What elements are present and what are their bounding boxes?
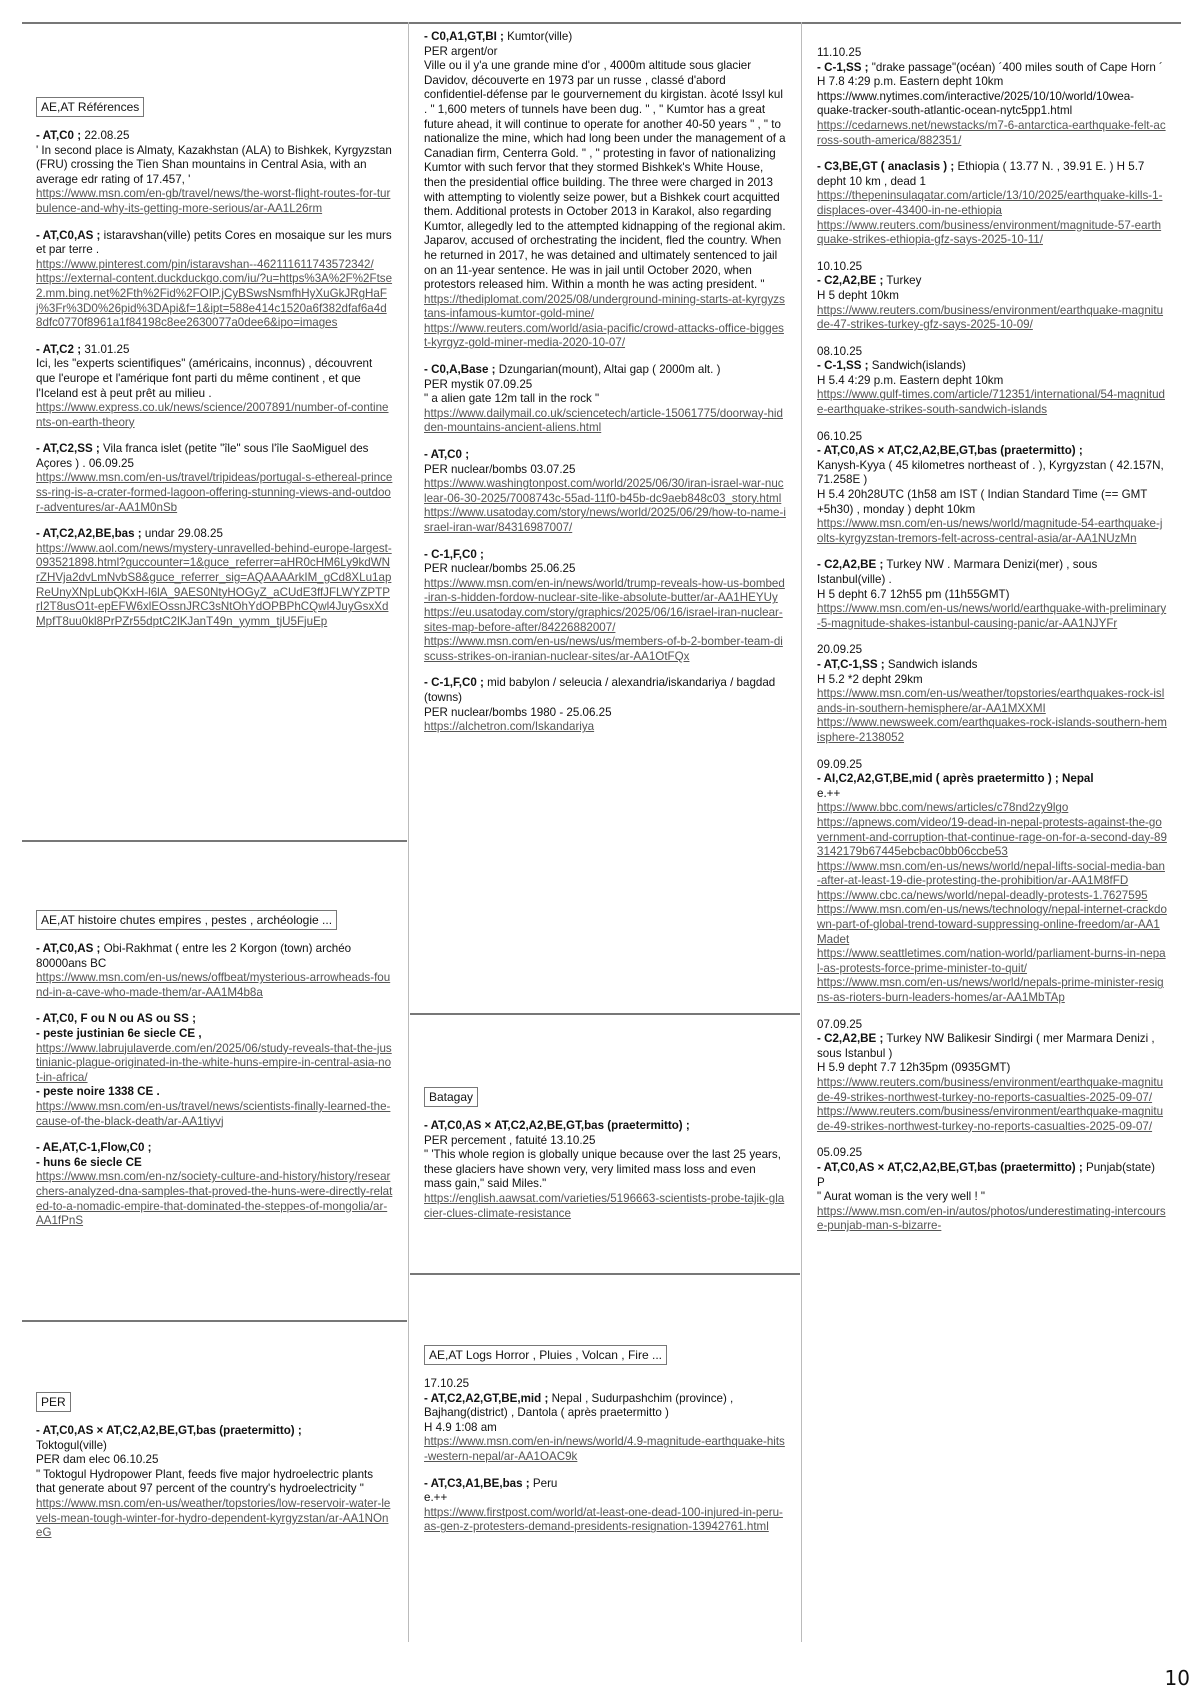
entry-link[interactable]: https://www.pinterest.com/pin/istaravshan--462111611743572342/ xyxy=(36,257,374,271)
entry-location: Vila franca islet (petite "île" sous l'île SaoMiguel des Açores ) . 06.09.25 xyxy=(36,442,369,470)
entry-link[interactable]: https://apnews.com/video/19-dead-in-nepal-protests-against-the-government-and-corruption-that-continue-rage-on-for-a-second-day-893142179b67445ebcbac0bb06ccbe53 xyxy=(817,815,1167,859)
entry-location: Sandwich(islands) xyxy=(871,359,966,373)
entry-text: H 4.9 1:08 am xyxy=(424,1420,497,1434)
entry-subhead: - peste noire 1338 CE . xyxy=(36,1085,160,1099)
entry-location: Turkey NW Balikesir Sindirgi ( mer Marmara Denizi , sous Istanbul ) xyxy=(817,1032,1155,1060)
entry-code: - AT,C-1,SS ; xyxy=(817,657,885,671)
entry xyxy=(424,1477,786,1535)
entry xyxy=(36,343,393,431)
entry-heading-line xyxy=(424,363,786,378)
entry-link[interactable]: https://www.reuters.com/business/environment/earthquake-magnitude-49-strikes-northwest-turkey-no-reports-casualties-2025-09-07/ xyxy=(817,1105,1164,1133)
entry-text: " Aurat woman is the very well ! " xyxy=(817,1190,986,1204)
middle-column xyxy=(410,0,800,1638)
entry-link[interactable]: https://www.msn.com/en-in/news/world/4.9-magnitude-earthquake-hits-western-nepal/ar-AA1OAC9k xyxy=(424,1435,785,1463)
entry-location: Nepal , Sudurpashchim (province) , Bajhang(district) , Dantola ( après praetermitto ) xyxy=(424,1391,734,1420)
entry-code: - AE,AT,C-1,Flow,C0 ; xyxy=(36,1141,152,1155)
section-divider xyxy=(22,840,407,842)
entry-link[interactable]: https://www.msn.com/en-gb/travel/news/the-worst-flight-routes-for-turbulence-and-why-its-getting-more-serious/ar-AA1L26rm xyxy=(36,187,391,215)
entry xyxy=(424,30,786,351)
entry-link[interactable]: https://www.newsweek.com/earthquakes-rock-islands-southern-hemisphere-2138052 xyxy=(817,716,1167,744)
entry-heading-line xyxy=(36,942,393,971)
entry-code: - AT,C0,AS ; xyxy=(36,228,101,242)
entry-location: Turkey xyxy=(886,274,922,288)
entry-subhead: - peste justinian 6e siecle CE , xyxy=(36,1026,202,1040)
entry-text: e.++ xyxy=(817,786,841,800)
entry-text: Kanysh-Kyya ( 45 kilometres northeast of . ), Kyrgyzstan ( 42.157N, 71.258E ) xyxy=(817,458,1164,487)
entry-heading-line xyxy=(424,676,786,705)
entry-text: PER percement , fatuité 13.10.25 xyxy=(424,1133,596,1147)
entry-location: mid babylon / seleucia / alexandria/iskandariya / bagdad (towns) xyxy=(424,676,776,704)
entry-code: - AT,C2 ; xyxy=(36,342,82,356)
entry-heading-line xyxy=(817,359,1167,374)
entry-code: - AT,C2,SS ; xyxy=(36,442,100,456)
entry-heading-line xyxy=(817,558,1167,587)
entry-location: istaravshan(ville) petits Cores en mosaique sur les murs et par terre . xyxy=(36,228,392,257)
entry-link[interactable]: https://www.bbc.com/news/articles/c78nd2zy9lgo xyxy=(817,801,1069,815)
entry xyxy=(36,942,393,1000)
entry-link[interactable]: https://www.aol.com/news/mystery-unravelled-behind-europe-largest-093521898.html?guccounter=1&guce_referrer=aHR0cHM6Ly9kdWNrZHVja2dvLmNvbS8&guce_referrer_sig=AQAAAArkIM_gCd8XLu1apReUnyXNpLubQKxH-l6lA_9AES0NtyHOGyZ_aCUdE3ffJFLWYZPTPrI2T8usO1t-epEFW6xlEOssnJRC3sNtOhYdOPBPhCQwl4JuyGsxXdMpfT8uu0kl8PrPZr55dptC2lKJanT49n_yymm_tjU5FjuEp xyxy=(36,541,392,628)
entry-link[interactable]: https://www.dailymail.co.uk/sciencetech/article-15061775/doorway-hidden-mountains-ancient-aliens.html xyxy=(424,406,783,435)
entry-heading-line xyxy=(424,30,786,45)
entry-link[interactable]: https://www.reuters.com/business/environment/earthquake-magnitude-47-strikes-turkey-gfz-says-2025-10-09/ xyxy=(817,303,1164,332)
entry-link[interactable]: https://english.aawsat.com/varieties/5196663-scientists-probe-tajik-glacier-clues-climate-resistance xyxy=(424,1191,785,1220)
entry-link[interactable]: https://www.express.co.uk/news/science/2007891/number-of-continents-on-earth-theory xyxy=(36,401,389,429)
entry-location: Dzungarian(mount), Altai gap ( 2000m alt. ) xyxy=(498,363,721,377)
entry xyxy=(817,46,1167,148)
column-divider xyxy=(801,22,802,1642)
entry-code: - AT,C0,AS ; xyxy=(36,942,101,955)
entry-location: Punjab(state) xyxy=(1085,1160,1155,1174)
entry-link[interactable]: https://www.msn.com/en-us/news/technology/nepal-internet-crackdown-part-of-global-trend-toward-suppressing-online-freedom/ar-AA1Madet xyxy=(817,903,1167,946)
entry-heading-line xyxy=(424,548,786,563)
entry-link[interactable]: https://www.msn.com/en-us/weather/topstories/low-reservoir-water-levels-mean-tough-winter-for-hydro-dependent-kyrgyzstan/ar-AA1NOneG xyxy=(36,1496,391,1540)
left-column xyxy=(22,0,407,1638)
entry-link[interactable]: https://www.msn.com/en-us/travel/news/scientists-finally-learned-the-cause-of-the-black-death/ar-AA1tiyvj xyxy=(36,1099,391,1128)
entry-heading-line xyxy=(36,442,393,471)
entry-link[interactable]: https://www.cbc.ca/news/world/nepal-deadly-protests-1.7627595 xyxy=(817,888,1148,902)
section-title-box: PER xyxy=(36,1392,71,1412)
section-title-box: AE,AT Références xyxy=(36,97,144,117)
entry xyxy=(817,758,1167,1006)
entry-heading-line xyxy=(36,343,393,358)
entry-link[interactable]: https://eu.usatoday.com/story/graphics/2025/06/16/israel-iran-nuclear-sites-map-before-after/84226882007/ xyxy=(424,605,783,634)
entry-location: undar 29.08.25 xyxy=(144,527,223,541)
entry-heading-line xyxy=(36,1424,393,1439)
entry-code: - C2,A2,BE ; xyxy=(817,274,884,288)
entry-text: " 'This whole region is globally unique because over the last 25 years, these glaciers have shown very, very limited mass loss and even mass gain," said Miles." xyxy=(424,1148,781,1191)
section-divider xyxy=(22,1320,407,1322)
entry-date: 07.09.25 xyxy=(817,1017,863,1031)
entry xyxy=(817,1146,1167,1234)
entry xyxy=(817,160,1167,248)
entry xyxy=(424,1119,786,1221)
entry-text: PER dam elec 06.10.25 xyxy=(36,1453,159,1467)
entry-location: Ethiopia ( 13.77 N. , 39.91 E. ) H 5.7 depht 10 km , dead 1 xyxy=(817,160,1145,188)
entry-text: Toktogul(ville) xyxy=(36,1438,107,1452)
entry-text: Ici, les "experts scientifiques" (américains, inconnus) , découvrent que l'europe et l'amérique font parti du même continent , et que l'Iceland est à peut prêt au milieu . xyxy=(36,357,373,400)
entry-code: - C0,A,Base ; xyxy=(424,363,496,377)
entry-text: PER nuclear/bombs 25.06.25 xyxy=(424,562,576,576)
entry-link[interactable]: https://www.msn.com/en-us/news/world/nepals-prime-minister-resigns-as-rioters-burn-leaders-homes/ar-AA1MbTAp xyxy=(817,976,1164,1005)
entry-text: https://www.nytimes.com/interactive/2025/10/10/world/10wea-quake-tracker-south-atlantic-ocean-nytc5pp1.html xyxy=(817,89,1135,118)
entry-link[interactable]: https://www.msn.com/en-us/news/world/nepal-lifts-social-media-ban-after-at-least-19-die-protesting-the-prohibition/ar-AA1M8fFD xyxy=(817,859,1165,888)
entry xyxy=(424,676,786,734)
entry-location: Turkey NW . Marmara Denizi(mer) , sous Istanbul(ville) . xyxy=(817,558,1098,586)
entry-link[interactable]: https://www.msn.com/en-us/weather/topstories/earthquakes-rock-islands-in-southern-hemisphere/ar-AA1MXXMI xyxy=(817,687,1165,715)
entry-heading-line xyxy=(817,658,1167,673)
entry xyxy=(424,548,786,665)
page-number: 10 xyxy=(1164,1666,1190,1690)
entry-heading-line xyxy=(817,444,1167,459)
entry-heading-line xyxy=(424,1477,786,1492)
entry xyxy=(817,345,1167,418)
entry-text: H 5.9 depht 7.7 12h35pm (0935GMT) xyxy=(817,1061,1011,1075)
entry-link[interactable]: https://www.msn.com/en-us/news/offbeat/mysterious-arrowheads-found-in-a-cave-who-made-them/ar-AA1M4b8a xyxy=(36,971,391,999)
entry-code: - C2,A2,BE ; xyxy=(817,558,884,572)
entry-location: "drake passage"(océan) ´400 miles south of Cape Horn ´ xyxy=(871,60,1163,74)
entry-date: 09.09.25 xyxy=(817,757,863,771)
entry-text: H 5.4 20h28UTC (1h58 am IST ( Indian Standard Time (== GMT +5h30) , monday ) depht 10km xyxy=(817,488,1148,516)
entry-code: - AT,C0,AS × AT,C2,A2,BE,GT,bas (praetermitto) ; xyxy=(817,1160,1083,1174)
section-divider xyxy=(410,1013,800,1015)
entry xyxy=(424,448,786,536)
entry-text: " Toktogul Hydropower Plant, feeds five major hydroelectric plants that generate about 97 percent of the country's hydroelectricity " xyxy=(36,1467,374,1496)
entry-text: e.++ xyxy=(424,1491,448,1505)
entry-location: Kumtor(ville) xyxy=(507,30,573,43)
entry-location: Sandwich islands xyxy=(887,657,978,671)
entry xyxy=(424,363,786,436)
entry xyxy=(36,1012,393,1129)
entry-heading-line xyxy=(36,229,393,258)
entry-heading-line xyxy=(817,160,1167,189)
entry-code: - AT,C0,AS × AT,C2,A2,BE,GT,bas (praetermitto) ; xyxy=(424,1119,690,1132)
section-divider xyxy=(410,1273,800,1275)
section-title-box: AE,AT Logs Horror , Pluies , Volcan , Fire ... xyxy=(424,1345,667,1365)
entry-link[interactable]: https://www.gulf-times.com/article/712351/international/54-magnitude-earthquake-strikes-south-sandwich-islands xyxy=(817,388,1165,417)
entry-heading-line xyxy=(817,1032,1167,1061)
entry-date: 31.01.25 xyxy=(84,342,130,356)
entry-code: - AT,C0, F ou N ou AS ou SS ; xyxy=(36,1012,196,1026)
entry-heading-line xyxy=(424,448,786,463)
entry-code: - C3,BE,GT ( anaclasis ) ; xyxy=(817,160,955,174)
entry-link[interactable]: https://cedarnews.net/newstacks/m7-6-antarctica-earthquake-felt-across-south-america/882351/ xyxy=(817,118,1166,147)
entry-link[interactable]: https://external-content.duckduckgo.com/iu/?u=https%3A%2F%2Ftse2.mm.bing.net%2Fth%2Fid%2FOIP.jCyBSwsNsmfhHyXuGkJRgHaFj%3Fr%3D0%26pid%3DApi&f=1&ipt=588e414c1520a6f382dfaf6a4d8dfc0770f8961a1f84198c8ee2630077a0dee6&ipo=images xyxy=(36,272,393,330)
entry-code: - AI,C2,A2,GT,BE,mid ( après praetermitto ) ; Nepal xyxy=(817,772,1094,786)
entry-text: PER argent/or xyxy=(424,44,498,58)
entry-date: 17.10.25 xyxy=(424,1377,470,1390)
entry-text: PER mystik 07.09.25 xyxy=(424,377,533,391)
entry-link[interactable]: https://www.usatoday.com/story/news/world/2025/06/29/how-to-name-israel-iran-war/84316987007/ xyxy=(424,506,786,534)
entry-link[interactable]: https://www.msn.com/en-in/news/world/trump-reveals-how-us-bombed-iran-s-hidden-fordow-nuclear-site-like-absolute-butter/ar-AA1HEYUy xyxy=(424,576,785,605)
entry-code: - C0,A1,GT,BI ; xyxy=(424,30,504,43)
entry-link[interactable]: https://www.msn.com/en-nz/society-culture-and-history/history/researchers-analyzed-dna-samples-that-proved-the-huns-were-directly-related-to-a-nomadic-empire-that-dominated-the-steppes-of-mongolia/ar-AA1fPnS xyxy=(36,1170,393,1228)
entry-heading-line xyxy=(424,1392,786,1421)
entry-link[interactable]: https://www.labrujulaverde.com/en/2025/06/study-reveals-that-the-justinianic-plague-originated-in-the-white-huns-empire-in-central-asia-not-in-africa/ xyxy=(36,1041,392,1084)
entry-link[interactable]: https://www.reuters.com/world/asia-pacific/crowd-attacks-office-biggest-kyrgyz-gold-miner-media-2020-10-07/ xyxy=(424,321,784,350)
entry-text: H 5.4 4:29 p.m. Eastern depht 10km xyxy=(817,373,1004,387)
entry-heading-line xyxy=(36,527,393,542)
entry-location: Peru xyxy=(532,1476,558,1490)
entry-heading-line xyxy=(817,1161,1167,1176)
entry xyxy=(36,442,393,515)
entry-link[interactable]: https://www.reuters.com/business/environment/magnitude-57-earthquake-strikes-ethiopia-gfz-says-2025-10-11/ xyxy=(817,218,1162,247)
entry-date: 20.09.25 xyxy=(817,643,863,657)
entry-text: H 7.8 4:29 p.m. Eastern depht 10km xyxy=(817,75,1004,89)
entry xyxy=(36,229,393,331)
entry-link[interactable]: https://www.reuters.com/business/environment/earthquake-magnitude-49-strikes-northwest-turkey-no-reports-casualties-2025-09-07/ xyxy=(817,1076,1164,1104)
entry-code: - AT,C0 ; xyxy=(36,129,82,142)
section-title-box: Batagay xyxy=(424,1087,478,1107)
column-divider xyxy=(408,22,409,1642)
entry-text: PER nuclear/bombs 1980 - 25.06.25 xyxy=(424,705,612,719)
entry-link[interactable]: https://alchetron.com/Iskandariya xyxy=(424,720,595,734)
entry-location: Obi-Rakhmat ( entre les 2 Korgon (town) archéo 80000ans BC xyxy=(36,942,352,970)
entry-date: 08.10.25 xyxy=(817,344,863,358)
entry-code: - C-1,F,C0 ; xyxy=(424,676,484,690)
entry xyxy=(36,1141,393,1229)
entry-code: - C-1,SS ; xyxy=(817,359,869,373)
entry-date: 11.10.25 xyxy=(817,46,862,59)
entry-subhead: - huns 6e siecle CE xyxy=(36,1155,142,1169)
entry-link[interactable]: https://www.msn.com/en-us/news/world/magnitude-54-earthquake-jolts-kyrgyzstan-tremors-felt-across-central-asia/ar-AA1NUzMn xyxy=(817,517,1163,545)
entry-code: - AT,C2,A2,GT,BE,mid ; xyxy=(424,1391,549,1405)
entry-link[interactable]: https://www.msn.com/en-us/news/us/members-of-b-2-bomber-team-discuss-strikes-on-iranian-nuclear-sites/ar-AA1OtFQx xyxy=(424,635,783,663)
right-column xyxy=(803,0,1181,1638)
entry xyxy=(817,260,1167,333)
entry xyxy=(817,430,1167,547)
entry-link[interactable]: https://thediplomat.com/2025/08/underground-mining-starts-at-kyrgyzstans-infamous-kumtor-gold-mine/ xyxy=(424,292,785,321)
entry xyxy=(817,1018,1167,1135)
entry-code: - C-1,F,C0 ; xyxy=(424,547,484,561)
entry-link[interactable]: https://www.washingtonpost.com/world/2025/06/30/iran-israel-war-nuclear-06-30-2025/7008743c-55ad-11f0-b45b-dc9aeb848c03_story.html xyxy=(424,477,784,505)
entry-text: PER nuclear/bombs 03.07.25 xyxy=(424,462,576,476)
entry-link[interactable]: https://www.msn.com/en-us/travel/tripideas/portugal-s-ethereal-princess-ring-is-a-crater-formed-lagoon-offering-stunning-views-and-outdoor-adventures/ar-AA1M0nSb xyxy=(36,471,393,514)
entry xyxy=(36,129,393,217)
entry-text: P xyxy=(817,1175,825,1189)
entry-text: Ville ou il y'a une grande mine d'or , 4000m altitude sous glacier Davidov, découverte en 1973 par un russe , classé d'abord confidentiel-défense par le gourvernement du kirgistan. àcoté Issyl kul . " 1,600 meters of tunnels have been dug. " , " Kumtor has a great future ahead, it will continue to operate for another 40-50 years " , " to nationalize the mine, which had long been under the management of a Canadian firm, Centerra Gold. " , " protesting in favor of nationalizing Kumtor with such fervor that they stormed Bishkek's White House, then the presidential office building. The three were charged in 2013 with attempting to violently seize power, but a Bishkek court acquitted them. Additional protests in October 2013 in Karakol, also regarding Kumtor, allegedly led to the attempted kidnapping of the regional akim. Japarov, accused of orchestrating the incident, fled the country. When he returned in 2017, he was detained and ultimately sentenced to jail on an 11-year sentence. He was in jail until October 2020, when protestors released him. Within a month he was acting president. " xyxy=(424,59,786,292)
entry-code: - C2,A2,BE ; xyxy=(817,1032,884,1046)
entry xyxy=(424,1377,786,1465)
entry xyxy=(36,527,393,629)
entry-text: H 5 depht 10km xyxy=(817,288,899,302)
entry-date: 10.10.25 xyxy=(817,259,863,273)
entry-code: - AT,C0,AS × AT,C2,A2,BE,GT,bas (praetermitto) ; xyxy=(36,1424,302,1437)
entry-heading-line xyxy=(817,61,1167,76)
entry-text: " a alien gate 12m tall in the rock " xyxy=(424,392,600,406)
entry xyxy=(817,643,1167,745)
entry-link[interactable]: https://www.firstpost.com/world/at-least-one-dead-100-injured-in-peru-as-gen-z-protesters-demand-presidents-resignation-13942761.html xyxy=(424,1505,783,1534)
entry-date: 22.08.25 xyxy=(84,129,130,142)
entry-link[interactable]: https://thepeninsulaqatar.com/article/13/10/2025/earthquake-kills-1-displaces-over-43400-in-ne-ethiopia xyxy=(817,189,1163,217)
entry-code: - AT,C0,AS × AT,C2,A2,BE,GT,bas (praetermitto) ; xyxy=(817,444,1083,458)
entry-date: 06.10.25 xyxy=(817,429,863,443)
entry-date: 05.09.25 xyxy=(817,1146,863,1160)
entry-heading-line xyxy=(424,1119,786,1134)
entry xyxy=(36,1424,393,1541)
entry-text: ' In second place is Almaty, Kazakhstan (ALA) to Bishkek, Kyrgyzstan (FRU) crossing the Tien Shan mountains in Central Asia, with an average edr rating of 17.457, ' xyxy=(36,143,392,186)
entry-heading-line xyxy=(36,1141,393,1156)
entry-link[interactable]: https://www.msn.com/en-in/autos/photos/underestimating-intercourse-punjab-man-s-bizarre- xyxy=(817,1204,1166,1233)
entry-code: - C-1,SS ; xyxy=(817,60,869,74)
entry-heading-line xyxy=(36,1012,393,1027)
entry-text: H 5.2 *2 depht 29km xyxy=(817,672,923,686)
entry-heading-line xyxy=(817,274,1167,289)
entry-link[interactable]: https://www.seattletimes.com/nation-world/parliament-burns-in-nepal-as-protests-force-prime-minister-to-quit/ xyxy=(817,947,1166,975)
entry-link[interactable]: https://www.msn.com/en-us/news/world/earthquake-with-preliminary-5-magnitude-shakes-istanbul-causing-panic/ar-AA1NJYFr xyxy=(817,602,1167,630)
entry-heading-line xyxy=(36,129,393,144)
entry-code: - AT,C0 ; xyxy=(424,448,470,462)
entry-text: H 5 depht 6.7 12h55 pm (11h55GMT) xyxy=(817,587,1010,601)
entry xyxy=(817,558,1167,631)
entry-code: - AT,C3,A1,BE,bas ; xyxy=(424,1476,530,1490)
entry-heading-line xyxy=(817,772,1167,787)
entry-code: - AT,C2,A2,BE,bas ; xyxy=(36,527,142,541)
section-title-box: AE,AT histoire chutes empires , pestes , archéologie ... xyxy=(36,910,337,930)
